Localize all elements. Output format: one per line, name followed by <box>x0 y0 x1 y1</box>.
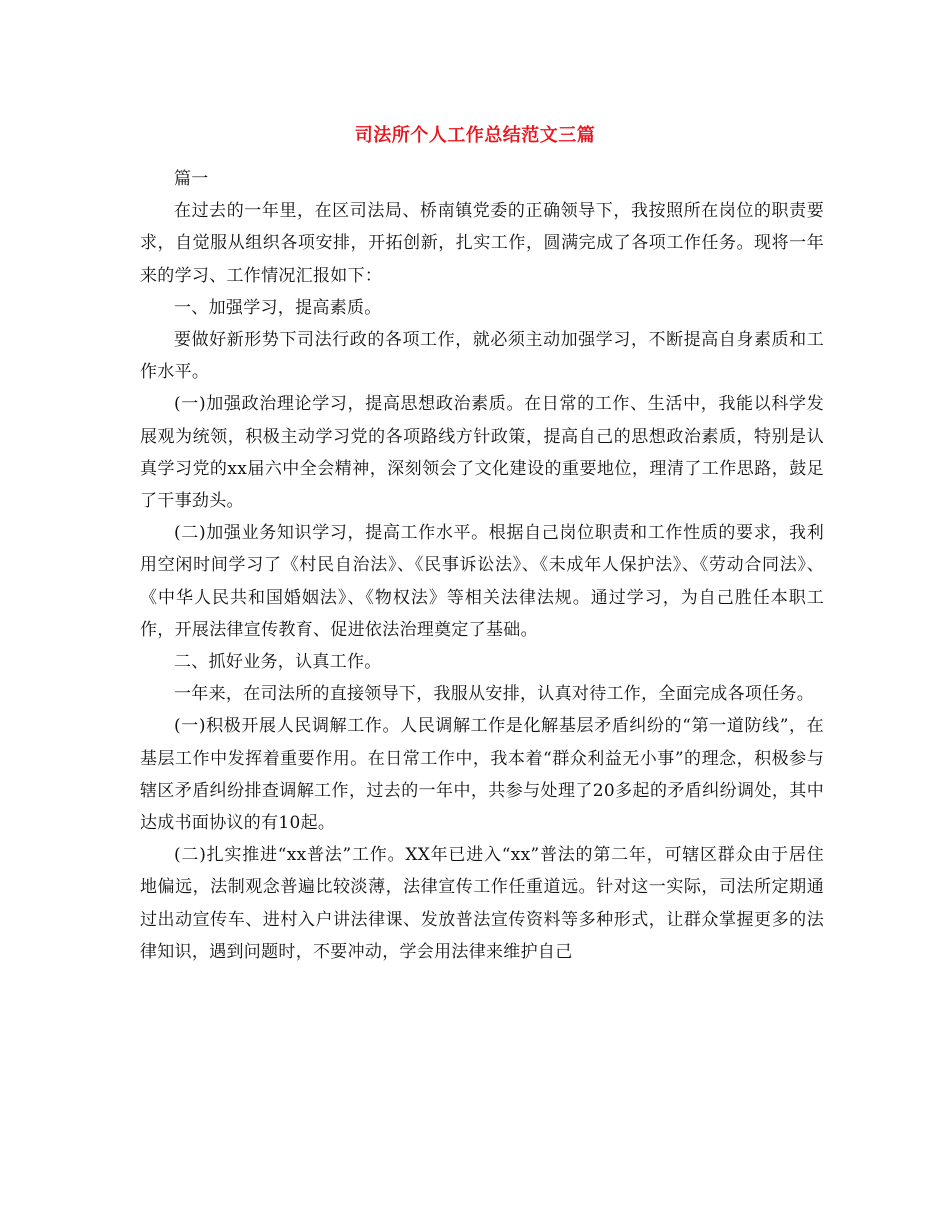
study-paragraph: 要做好新形势下司法行政的各项工作，就必须主动加强学习，不断提高自身素质和工作水平。 <box>140 330 824 383</box>
section-heading-work: 二、抓好业务，认真工作。 <box>174 652 382 673</box>
business-knowledge-paragraph: (二)加强业务知识学习，提高工作水平。根据自己岗位职责和工作性质的要求，我利用空闲时间学习了《村民自治法》、《民事诉讼法》、《未成年人保护法》、《劳动合同法》、《中华人民共和国婚姻法》、《物权法》等相关法律法规。通过学习，为自己胜任本职工作，开展法律宣传教育、促进依法治理奠定了基础。 <box>140 523 824 640</box>
legal-education-paragraph: (二)扎实推进“xx普法”工作。XX年已进入“xx”普法的第二年，可辖区群众由于居住地偏远，法制观念普遍比较淡薄，法律宣传工作任重道远。针对这一实际，司法所定期通过出动宣传车、进村入户讲法律课、发放普法宣传资料等多种形式，让群众掌握更多的法律知识，遇到问题时，不要冲动，学会用法律来维护自己 <box>140 845 824 962</box>
mediation-paragraph: (一)积极开展人民调解工作。人民调解工作是化解基层矛盾纠纷的“第一道防线”，在基层工作中发挥着重要作用。在日常工作中，我本着“群众利益无小事”的理念，积极参与辖区矛盾纠纷排查调解工作，过去的一年中，共参与处理了20多起的矛盾纠纷调处，其中达成书面协议的有10起。 <box>140 716 824 834</box>
political-theory-paragraph: (一)加强政治理论学习，提高思想政治素质。在日常的工作、生活中，我能以科学发展观为统领，积极主动学习党的各项路线方针政策，提高自己的思想政治素质，特别是认真学习党的xx届六中全会精神，深刻领会了文化建设的重要地位，理清了工作思路，鼓足了干事劲头。 <box>140 394 824 512</box>
section-heading-part-one: 篇一 <box>174 169 209 189</box>
document-body <box>140 163 824 968</box>
document-title: 司法所个人工作总结范文三篇 <box>354 125 596 146</box>
work-paragraph: 一年来，在司法所的直接领导下，我服从安排，认真对待工作，全面完成各项任务。 <box>174 684 815 705</box>
section-heading-study: 一、加强学习，提高素质。 <box>174 297 382 318</box>
intro-paragraph: 在过去的一年里，在区司法局、桥南镇党委的正确领导下，我按照所在岗位的职责要求，自觉服从组织各项安排，开拓创新，扎实工作，圆满完成了各项工作任务。现将一年来的学习、工作情况汇报如下： <box>140 201 824 286</box>
